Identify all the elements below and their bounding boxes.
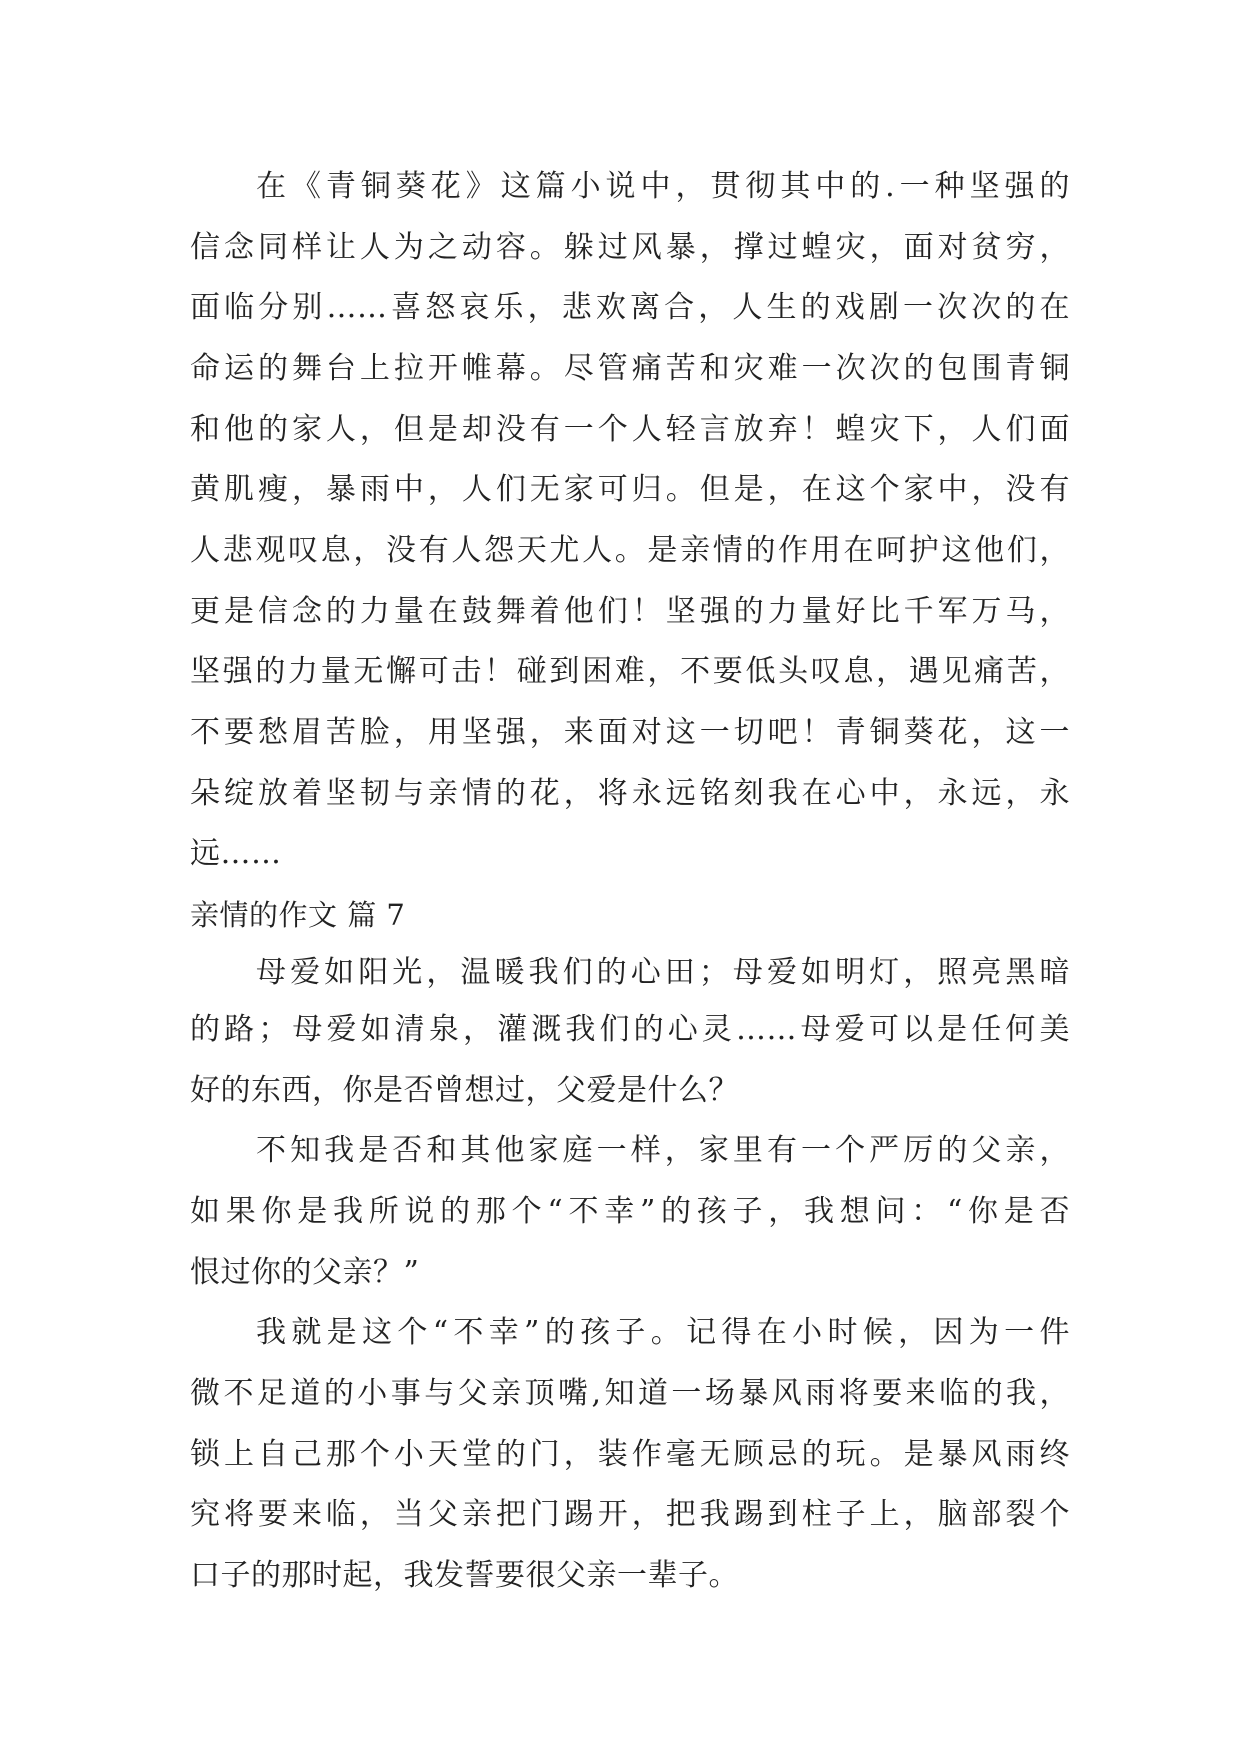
paragraph-line: 好的东西，你是否曾想过，父爱是什么？ xyxy=(190,1073,739,1108)
section-heading: 亲情的作文 篇 7 xyxy=(190,898,406,932)
paragraph-line: 在《青铜葵花》这篇小说中，贯彻其中的.一种坚强的 xyxy=(256,169,1070,204)
paragraph-line: 坚强的力量无懈可击！碰到困难，不要低头叹息，遇见痛苦， xyxy=(190,654,1070,689)
paragraph-line: 命运的舞台上拉开帷幕。尽管痛苦和灾难一次次的包围青铜 xyxy=(190,351,1070,386)
paragraph-line: 黄肌瘦，暴雨中，人们无家可归。但是，在这个家中，没有 xyxy=(190,472,1070,507)
paragraph-line: 如果你是我所说的那个“不幸”的孩子，我想问：“你是否 xyxy=(190,1194,1070,1229)
paragraph-line: 母爱如阳光，温暖我们的心田；母爱如明灯，照亮黑暗 xyxy=(256,955,1070,990)
paragraph-line: 我就是这个“不幸”的孩子。记得在小时候，因为一件 xyxy=(256,1315,1070,1350)
paragraph-line: 微不足道的小事与父亲顶嘴,知道一场暴风雨将要来临的我， xyxy=(190,1376,1070,1411)
paragraph-line: 恨过你的父亲？” xyxy=(190,1255,420,1290)
paragraph-line: 朵绽放着坚韧与亲情的花，将永远铭刻我在心中，永远，永 xyxy=(190,776,1070,811)
paragraph-line: 不知我是否和其他家庭一样，家里有一个严厉的父亲， xyxy=(256,1133,1070,1168)
paragraph-line: 的路；母爱如清泉，灌溉我们的心灵……母爱可以是任何美 xyxy=(190,1012,1070,1047)
paragraph-line: 不要愁眉苦脸，用坚强，来面对这一切吧！青铜葵花，这一 xyxy=(190,715,1070,750)
paragraph-line: 信念同样让人为之动容。躲过风暴，撑过蝗灾，面对贫穷， xyxy=(190,230,1070,265)
paragraph-line: 远…… xyxy=(190,836,282,871)
paragraph-line: 人悲观叹息，没有人怨天尤人。是亲情的作用在呵护这他们， xyxy=(190,533,1070,568)
paragraph-line: 更是信念的力量在鼓舞着他们！坚强的力量好比千军万马， xyxy=(190,594,1070,629)
paragraph-line: 锁上自己那个小天堂的门，装作毫无顾忌的玩。是暴风雨终 xyxy=(190,1437,1070,1472)
paragraph-line: 究将要来临，当父亲把门踢开，把我踢到柱子上，脑部裂个 xyxy=(190,1497,1070,1532)
paragraph-line: 口子的那时起，我发誓要很父亲一辈子。 xyxy=(190,1558,739,1593)
paragraph-line: 和他的家人，但是却没有一个人轻言放弃！蝗灾下，人们面 xyxy=(190,412,1070,447)
paragraph-line: 面临分别……喜怒哀乐，悲欢离合，人生的戏剧一次次的在 xyxy=(190,290,1070,325)
